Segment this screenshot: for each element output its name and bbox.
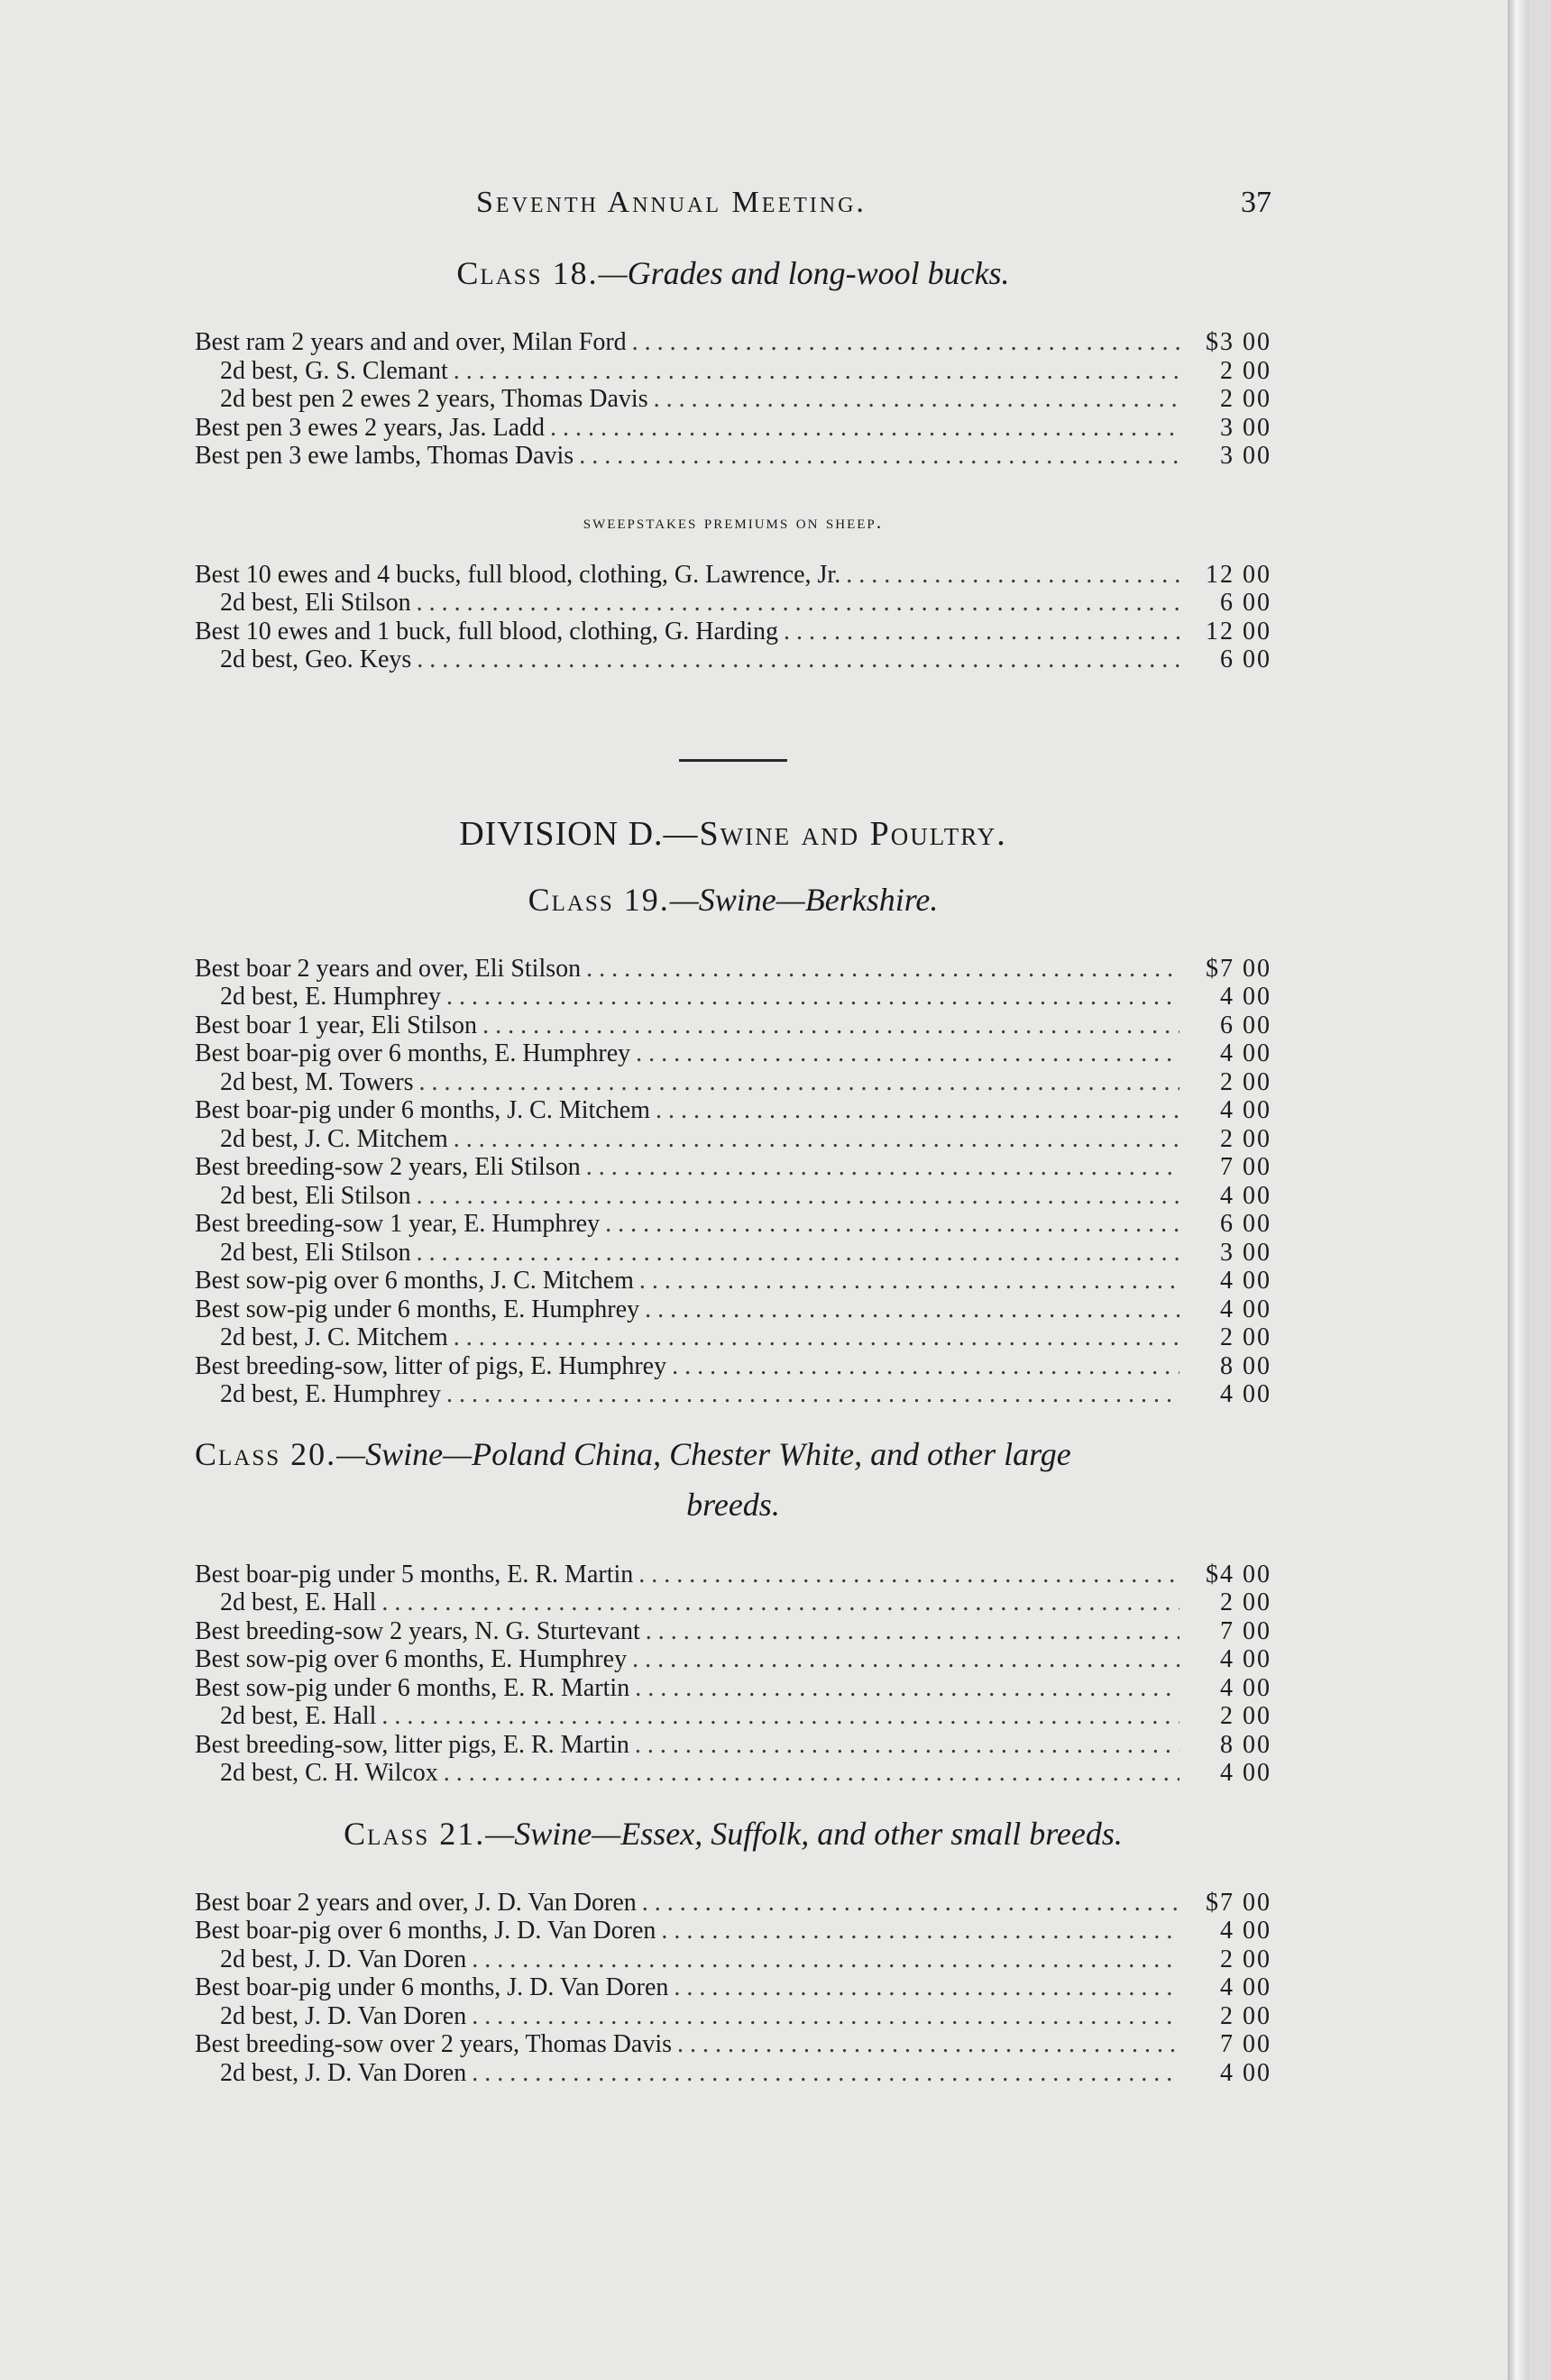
dot-leader [784,618,1179,646]
premium-amount: 7 00 [1220,2030,1271,2058]
dot-leader [639,1267,1179,1295]
dot-leader [472,1945,1179,1974]
premium-row [195,414,1271,443]
premium-amount: 2 00 [1220,1323,1271,1351]
premium-label: Best breeding-sow 1 year, E. Humphrey [195,1210,601,1238]
premium-amount: 4 00 [1220,1267,1271,1295]
dot-leader [605,1210,1179,1239]
dot-leader [632,328,1179,357]
premium-label: 2d best, J. D. Van Doren [220,1945,467,1973]
premium-row [195,1731,1271,1760]
premium-row [195,1352,1271,1381]
premium-label: Best boar-pig over 6 months, E. Humphrey [195,1039,631,1067]
premium-label: Best boar 2 years and over, Eli Stilson [195,954,582,983]
premium-row [195,328,1271,357]
dot-leader [656,1096,1179,1125]
premium-amount: 12 00 [1206,617,1271,645]
dot-leader [444,1759,1179,1788]
premium-label: 2d best, M. Towers [220,1067,414,1096]
premium-amount: 7 00 [1220,1616,1271,1645]
dot-leader [472,2002,1179,2031]
dot-leader [672,1352,1179,1381]
class-20-title [195,1429,1271,1530]
premium-row [195,1125,1271,1154]
premium-label: 2d best, G. S. Clemant [220,356,448,385]
division-title: —Swine and Poultry. [663,814,1007,853]
page-content [195,180,1271,2087]
dot-leader [417,1182,1179,1211]
premium-row [195,2059,1271,2088]
premium-amount: 12 00 [1206,560,1271,589]
premium-row [195,645,1271,674]
premium-amount: 8 00 [1220,1730,1271,1759]
premium-label: Best sow-pig over 6 months, J. C. Mitchem [195,1267,634,1295]
premium-label: Best breeding-sow, litter of pigs, E. Humphrey [195,1351,667,1380]
premium-label: 2d best, Eli Stilson [220,589,411,617]
class-20-lead: Class 20. [195,1435,337,1472]
dot-leader [417,645,1179,674]
division-prefix: DIVISION D. [459,814,664,853]
class-19-title [195,881,1271,919]
premium-amount: 6 00 [1220,589,1271,617]
premium-row [195,1945,1271,1974]
class-21-name: —Swine—Essex, Suffolk, and other small breeds. [485,1815,1123,1852]
premium-amount: $4 00 [1206,1560,1271,1588]
premium-row [195,442,1271,471]
premium-label: Best 10 ewes and 4 bucks, full blood, clothing, G. Lawrence, Jr. [195,560,841,589]
premium-label: Best breeding-sow over 2 years, Thomas Davis [195,2030,673,2058]
premium-label: Best boar-pig over 6 months, J. D. Van Doren [195,1917,656,1945]
class-20-name-line1: —Swine—Poland China, Chester White, and other large [336,1435,1071,1472]
premium-row [195,1380,1271,1409]
premium-amount: 4 00 [1220,1645,1271,1673]
dot-leader [454,357,1179,386]
premium-amount: 6 00 [1220,1011,1271,1039]
class-19-name: —Swine—Berkshire. [669,881,939,918]
running-head-title: Seventh Annual Meeting. [476,186,867,219]
premium-amount: 2 00 [1220,1124,1271,1153]
premium-label: Best sow-pig over 6 months, E. Humphrey [195,1645,628,1673]
premium-amount: 4 00 [1220,1380,1271,1408]
premium-label: 2d best, J. D. Van Doren [220,2058,467,2087]
premium-amount: 4 00 [1220,1295,1271,1323]
premium-row [195,1323,1271,1352]
dot-leader [482,1012,1179,1040]
class-21-premium-list [195,1889,1271,2088]
premium-row [195,1588,1271,1617]
premium-amount: 4 00 [1220,1973,1271,2001]
dot-leader [419,1068,1179,1097]
premium-amount: 8 00 [1220,1351,1271,1380]
premium-row [195,955,1271,984]
premium-label: 2d best, E. Hall [220,1588,377,1616]
premium-amount: 3 00 [1220,1238,1271,1267]
premium-label: Best boar 2 years and over, J. D. Van Doren [195,1888,637,1917]
premium-amount: $7 00 [1206,954,1271,983]
premium-row [195,1153,1271,1182]
premium-row [195,357,1271,386]
premium-amount: 3 00 [1220,442,1271,470]
class-18-premium-list [195,328,1271,471]
dot-leader [635,1674,1179,1703]
class-18-title [195,254,1271,292]
premium-row [195,1210,1271,1239]
premium-row [195,1267,1271,1295]
premium-row [195,1702,1271,1731]
premium-label: 2d best, Eli Stilson [220,1238,411,1267]
premium-label: 2d best, Geo. Keys [220,645,412,673]
page-number: 37 [1241,186,1271,219]
premium-amount: 2 00 [1220,2001,1271,2030]
section-divider [679,759,787,762]
premium-amount: 4 00 [1220,1181,1271,1210]
premium-label: 2d best, E. Humphrey [220,1380,441,1408]
premium-amount: 4 00 [1220,1917,1271,1945]
premium-row [195,1617,1271,1646]
class-20-name-line2: breeds. [686,1486,780,1523]
dot-leader [454,1125,1179,1154]
premium-amount: $7 00 [1206,1888,1271,1917]
premium-row [195,1239,1271,1268]
premium-label: Best pen 3 ewe lambs, Thomas Davis [195,442,574,470]
premium-label: 2d best, Eli Stilson [220,1181,411,1210]
premium-row [195,1917,1271,1945]
dot-leader [645,1295,1179,1324]
premium-amount: 4 00 [1220,1039,1271,1067]
class-21-title [195,1815,1271,1853]
dot-leader [579,442,1179,471]
premium-label: 2d best, E. Humphrey [220,983,441,1011]
dot-leader [446,1380,1179,1409]
premium-label: Best breeding-sow 2 years, Eli Stilson [195,1153,581,1181]
premium-amount: 3 00 [1220,413,1271,442]
class-18-name: —Grades and long-wool bucks. [598,255,1010,291]
premium-row [195,1295,1271,1324]
dot-leader [846,561,1179,590]
premium-amount: $3 00 [1206,328,1271,356]
dot-leader [661,1917,1179,1945]
premium-label: Best boar-pig under 6 months, J. D. Van Doren [195,1973,669,2001]
premium-label: 2d best, J. C. Mitchem [220,1323,448,1351]
premium-label: Best breeding-sow 2 years, N. G. Sturtevant [195,1616,640,1645]
premium-amount: 2 00 [1220,1588,1271,1616]
dot-leader [646,1617,1179,1646]
premium-row [195,561,1271,590]
premium-row [195,1012,1271,1040]
dot-leader [417,1239,1179,1268]
premium-row [195,1889,1271,1918]
sweepstakes-premium-list [195,561,1271,674]
premium-row [195,1645,1271,1674]
dot-leader [454,1323,1179,1352]
class-20-premium-list [195,1561,1271,1788]
premium-amount: 7 00 [1220,1153,1271,1181]
class-18-lead: Class 18. [456,255,599,291]
premium-amount: 2 00 [1220,1945,1271,1973]
premium-label: Best boar-pig under 5 months, E. R. Martin [195,1560,634,1588]
dot-leader [381,1588,1179,1617]
dot-leader [472,2059,1179,2088]
dot-leader [635,1731,1179,1760]
premium-label: Best ram 2 years and and over, Milan Ford [195,328,627,356]
premium-label: Best sow-pig under 6 months, E. Humphrey [195,1295,640,1323]
class-19-premium-list [195,955,1271,1409]
dot-leader [417,589,1179,618]
premium-amount: 2 00 [1220,385,1271,413]
premium-label: 2d best, C. H. Wilcox [220,1759,438,1787]
premium-label: 2d best, J. C. Mitchem [220,1124,448,1153]
premium-amount: 2 00 [1220,356,1271,385]
premium-row [195,1561,1271,1589]
dot-leader [636,1039,1179,1068]
running-head [195,180,1271,234]
dot-leader [642,1889,1179,1918]
premium-label: Best 10 ewes and 1 buck, full blood, clothing, G. Harding [195,617,779,645]
premium-amount: 4 00 [1220,983,1271,1011]
page-edge [1508,0,1529,2380]
dot-leader [674,1973,1179,2002]
premium-row [195,1674,1271,1703]
premium-row [195,1068,1271,1097]
dot-leader [632,1645,1179,1674]
premium-amount: 4 00 [1220,1759,1271,1787]
dot-leader [677,2030,1179,2059]
dot-leader [381,1702,1179,1731]
premium-amount: 4 00 [1220,1096,1271,1124]
premium-row [195,2002,1271,2031]
premium-label: 2d best pen 2 ewes 2 years, Thomas Davis [220,385,648,413]
premium-row [195,618,1271,646]
premium-amount: 6 00 [1220,1210,1271,1238]
premium-row [195,983,1271,1012]
premium-label: Best pen 3 ewes 2 years, Jas. Ladd [195,413,546,442]
dot-leader [638,1561,1179,1589]
premium-row [195,1096,1271,1125]
dot-leader [654,385,1179,414]
premium-label: Best boar 1 year, Eli Stilson [195,1011,478,1039]
premium-row [195,1973,1271,2002]
sweepstakes-heading: sweepstakes premiums on sheep. [583,509,884,533]
premium-amount: 2 00 [1220,1067,1271,1096]
premium-amount: 2 00 [1220,1702,1271,1730]
class-19-lead: Class 19. [528,881,670,918]
premium-label: Best breeding-sow, litter pigs, E. R. Martin [195,1730,629,1759]
premium-label: Best boar-pig under 6 months, J. C. Mitchem [195,1096,650,1124]
dot-leader [586,1153,1179,1182]
division-heading [195,814,1271,854]
premium-amount: 6 00 [1220,645,1271,673]
premium-label: Best sow-pig under 6 months, E. R. Martin [195,1673,630,1702]
premium-row [195,1182,1271,1211]
premium-row [195,2030,1271,2059]
premium-row [195,1759,1271,1788]
premium-amount: 4 00 [1220,1673,1271,1702]
dot-leader [446,983,1179,1012]
premium-row [195,589,1271,618]
class-21-lead: Class 21. [344,1815,486,1852]
premium-row [195,385,1271,414]
dot-leader [550,414,1179,443]
premium-amount: 4 00 [1220,2058,1271,2087]
premium-label: 2d best, J. D. Van Doren [220,2001,467,2030]
premium-label: 2d best, E. Hall [220,1702,377,1730]
premium-row [195,1039,1271,1068]
dot-leader [586,955,1179,984]
